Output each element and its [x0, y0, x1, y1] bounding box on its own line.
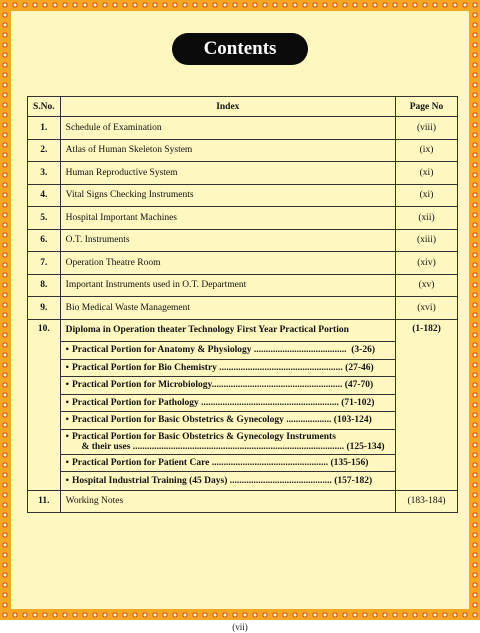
- list-item: [61, 360, 395, 378]
- row-page: (1-182): [396, 319, 458, 490]
- subitem-text: Hospital Industrial Training (45 Days) ........................................... (157-182): [71, 475, 373, 486]
- bullet-icon: •: [65, 345, 69, 356]
- row-title: Vital Signs Checking Instruments: [60, 184, 395, 207]
- table-row: [28, 162, 458, 185]
- bullet-icon: •: [65, 397, 69, 408]
- bullet-icon: •: [65, 475, 69, 486]
- subitem-text: Practical Portion for Basic Obstetrics & Gynecology Instruments & their uses ......................................................................................... (125-134): [71, 431, 385, 452]
- subitem-text: Practical Portion for Bio Chemistry .................................................... (27-46): [71, 362, 374, 373]
- row-title: Bio Medical Waste Management: [60, 297, 395, 320]
- list-item: [61, 377, 395, 395]
- list-item: [61, 455, 395, 473]
- table-row: [28, 139, 458, 162]
- row-page: (xvi): [396, 297, 458, 320]
- row-page: (ix): [396, 139, 458, 162]
- subitem-text: Practical Portion for Pathology .......................................................... (71-102): [71, 397, 375, 408]
- section-10-row: [28, 319, 458, 342]
- contents-table: [27, 96, 458, 513]
- row-title: Human Reproductive System: [60, 162, 395, 185]
- table-row: [28, 274, 458, 297]
- bullet-icon: •: [65, 457, 69, 468]
- page-title: Contents: [172, 33, 308, 65]
- row-page: (xiv): [396, 252, 458, 275]
- bullet-icon: •: [65, 431, 69, 442]
- row-sno: 3.: [28, 162, 61, 185]
- row-title: Atlas of Human Skeleton System: [60, 139, 395, 162]
- list-item: [61, 430, 395, 455]
- row-title: Schedule of Examination: [60, 117, 395, 140]
- subitem-text: Practical Portion for Anatomy & Physiology ....................................... (3-26): [71, 345, 375, 356]
- table-header-row: [28, 97, 458, 117]
- subitem-text: Practical Portion for Basic Obstetrics & Gynecology ................... (103-124): [71, 415, 372, 426]
- section-10-title: Diploma in Operation theater Technology First Year Practical Portion: [60, 319, 395, 342]
- table-row: [28, 490, 458, 513]
- table-row: [28, 117, 458, 140]
- row-page: (xi): [396, 162, 458, 185]
- table-row: [28, 229, 458, 252]
- subitem-list: [61, 342, 395, 490]
- row-title: O.T. Instruments: [60, 229, 395, 252]
- header-page: Page No: [396, 97, 458, 117]
- list-item: [61, 472, 395, 490]
- table-row: [28, 207, 458, 230]
- list-item: [61, 412, 395, 430]
- row-sno: 5.: [28, 207, 61, 230]
- row-title: Important Instruments used in O.T. Department: [60, 274, 395, 297]
- row-page: (xiii): [396, 229, 458, 252]
- row-page: (183-184): [396, 490, 458, 513]
- row-sno: 8.: [28, 274, 61, 297]
- bullet-icon: •: [65, 415, 69, 426]
- subitem-cell: [60, 342, 395, 491]
- list-item: [61, 342, 395, 360]
- row-title: Working Notes: [60, 490, 395, 513]
- row-title: Operation Theatre Room: [60, 252, 395, 275]
- row-sno: 1.: [28, 117, 61, 140]
- row-sno: 10.: [28, 319, 61, 490]
- row-sno: 7.: [28, 252, 61, 275]
- row-sno: 6.: [28, 229, 61, 252]
- row-sno: 4.: [28, 184, 61, 207]
- header-sno: S.No.: [28, 97, 61, 117]
- row-sno: 2.: [28, 139, 61, 162]
- list-item: [61, 395, 395, 413]
- bullet-icon: •: [65, 362, 69, 373]
- page-number: (vii): [232, 622, 248, 632]
- subitem-text: Practical Portion for Microbiology....................................................... (47-70): [71, 380, 374, 391]
- row-sno: 9.: [28, 297, 61, 320]
- bullet-icon: •: [65, 380, 69, 391]
- row-page: (xv): [396, 274, 458, 297]
- table-row: [28, 297, 458, 320]
- table-row: [28, 252, 458, 275]
- table-row: [28, 184, 458, 207]
- row-page: (xi): [396, 184, 458, 207]
- row-title: Hospital Important Machines: [60, 207, 395, 230]
- row-page: (viii): [396, 117, 458, 140]
- row-sno: 11.: [28, 490, 61, 513]
- section-10-subitems: [28, 342, 458, 491]
- subitem-text: Practical Portion for Patient Care ................................................. (135-156): [71, 457, 369, 468]
- row-page: (xii): [396, 207, 458, 230]
- header-index: Index: [60, 97, 395, 117]
